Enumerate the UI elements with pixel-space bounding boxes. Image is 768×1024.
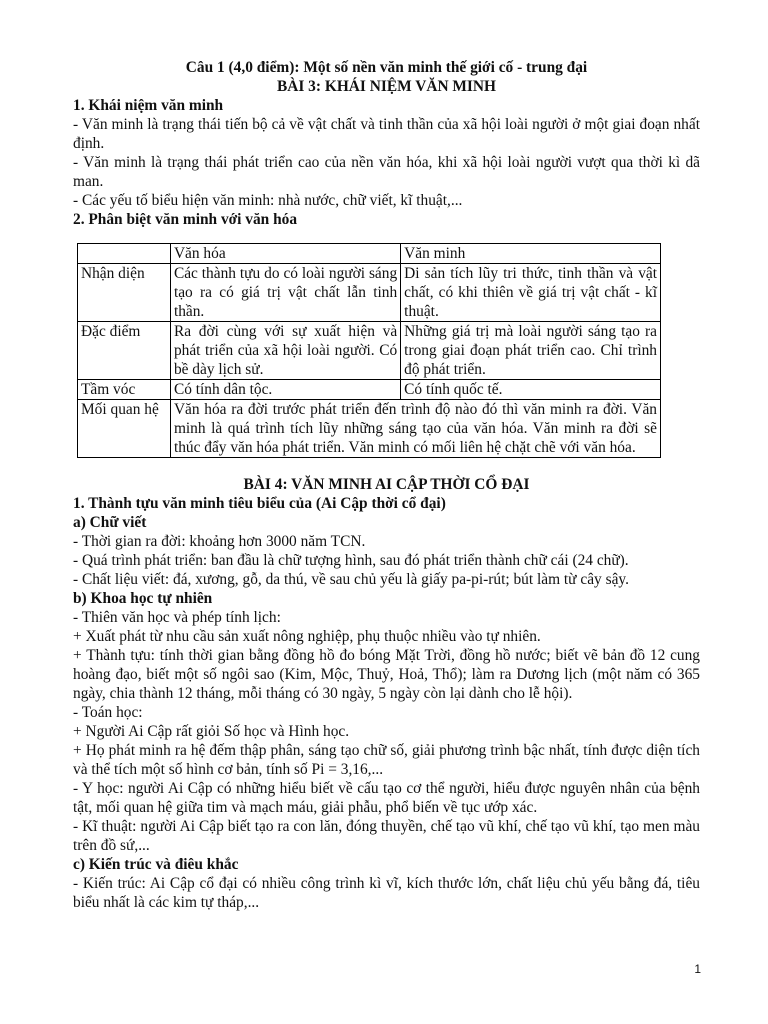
paragraph: - Kiến trúc: Ai Cập cổ đại có nhiều công trình kì vĩ, kích thước lớn, chất liệu chủ yếu bằng đá, tiêu biểu nhất là các kim tự tháp,... xyxy=(73,875,700,911)
table-cell: Các thành tựu do có loài người sáng tạo ra có giá trị vật chất lẫn tinh thần. xyxy=(170,264,400,322)
table-header-row xyxy=(78,244,661,264)
table-cell: Những giá trị mà loài người sáng tạo ra trong giai đoạn phát triển cao. Chỉ trình độ phát triển. xyxy=(401,322,661,380)
row-label: Tầm vóc xyxy=(78,380,171,400)
section-2-heading: 2. Phân biệt văn minh với văn hóa xyxy=(73,211,298,228)
table-row xyxy=(78,400,661,458)
section-1-heading: 1. Khái niệm văn minh xyxy=(73,97,224,114)
table-cell: Văn hóa ra đời trước phát triển đến trình độ nào đó thì văn minh ra đời. Văn minh là quá trình tích lũy những sáng tạo của văn hóa. Văn minh ra đời sẽ thúc đẩy văn hóa phát triển. Văn minh có mối liên hệ chặt chẽ với văn hóa. xyxy=(170,400,660,458)
paragraph: + Họ phát minh ra hệ đếm thập phân, sáng tạo chữ số, giải phương trình bậc nhất, tính được diện tích và thể tích một số hình cơ bản, tính số Pi = 3,16,... xyxy=(73,742,700,778)
paragraph: - Văn minh là trạng thái tiến bộ cả về vật chất và tinh thần của xã hội loài người ở một giai đoạn nhất định. xyxy=(73,116,700,152)
subheading-natural-science: b) Khoa học tự nhiên xyxy=(73,590,213,607)
table-cell: Di sản tích lũy tri thức, tinh thần và vật chất, có khi thiên về giá trị vật chất - kĩ thuật. xyxy=(401,264,661,322)
subheading-writing: a) Chữ viết xyxy=(73,514,147,531)
paragraph: - Thiên văn học và phép tính lịch: xyxy=(73,609,281,626)
paragraph: - Chất liệu viết: đá, xương, gỗ, da thú, về sau chủ yếu là giấy pa-pi-rút; bút làm từ cây sậy. xyxy=(73,571,629,588)
lesson-4-title: BÀI 4: VĂN MINH AI CẬP THỜI CỔ ĐẠI xyxy=(243,476,530,493)
table-header-cell xyxy=(78,244,171,264)
table-cell: Ra đời cùng với sự xuất hiện và phát triển của xã hội loài người. Có bề dày lịch sử. xyxy=(170,322,400,380)
paragraph: + Xuất phát từ nhu cầu sản xuất nông nghiệp, phụ thuộc nhiều vào tự nhiên. xyxy=(73,628,541,645)
table-cell: Có tính dân tộc. xyxy=(170,380,400,400)
table-header-cell: Văn hóa xyxy=(170,244,400,264)
paragraph: + Người Ai Cập rất giỏi Số học và Hình học. xyxy=(73,723,350,740)
paragraph: - Văn minh là trạng thái phát triển cao của nền văn hóa, khi xã hội loài người vượt qua thời kì dã man. xyxy=(73,154,700,190)
row-label: Nhận diện xyxy=(78,264,171,322)
row-label: Mối quan hệ xyxy=(78,400,171,458)
paragraph: - Các yếu tố biểu hiện văn minh: nhà nước, chữ viết, kĩ thuật,... xyxy=(73,192,463,209)
page-number: 1 xyxy=(694,962,701,976)
page-content xyxy=(73,58,700,912)
table-row xyxy=(78,322,661,380)
table-row xyxy=(78,264,661,322)
subheading-architecture: c) Kiến trúc và điêu khắc xyxy=(73,856,239,873)
paragraph: + Thành tựu: tính thời gian bằng đồng hồ đo bóng Mặt Trời, đồng hồ nước; biết vẽ bản đồ 12 cung hoàng đạo, biết một số ngôi sao (Kim, Mộc, Thuỷ, Hoả, Thổ); làm ra Dương lịch (một năm có 365 ngày, chia thành 12 tháng, mỗi tháng có 30 ngày, 5 ngày còn lại dành cho lễ hội). xyxy=(73,647,700,702)
lesson-3-title: BÀI 3: KHÁI NIỆM VĂN MINH xyxy=(276,78,497,95)
question-title: Câu 1 (4,0 điểm): Một số nền văn minh thế giới cố - trung đại xyxy=(185,59,588,76)
lesson-4-heading: 1. Thành tựu văn minh tiêu biểu của (Ai Cập thời cổ đại) xyxy=(73,495,446,512)
paragraph: - Kĩ thuật: người Ai Cập biết tạo ra con lăn, đóng thuyền, chế tạo vũ khí, chế tạo vũ khí, tạo men màu trên đồ sứ,... xyxy=(73,818,700,854)
paragraph: - Quá trình phát triển: ban đầu là chữ tượng hình, sau đó phát triển thành chữ cái (24 chữ). xyxy=(73,552,629,569)
paragraph: - Toán học: xyxy=(73,704,143,721)
table-cell: Có tính quốc tế. xyxy=(401,380,661,400)
row-label: Đặc điểm xyxy=(78,322,171,380)
comparison-table xyxy=(77,243,661,458)
table-header-cell: Văn minh xyxy=(401,244,661,264)
table-row xyxy=(78,380,661,400)
paragraph: - Y học: người Ai Cập có những hiểu biết về cấu tạo cơ thể người, hiểu được nguyên nhân của bệnh tật, mối quan hệ giữa tim và mạch máu, giải phẫu, phổ biến về tục ướp xác. xyxy=(73,780,700,816)
paragraph: - Thời gian ra đời: khoảng hơn 3000 năm TCN. xyxy=(73,533,366,550)
